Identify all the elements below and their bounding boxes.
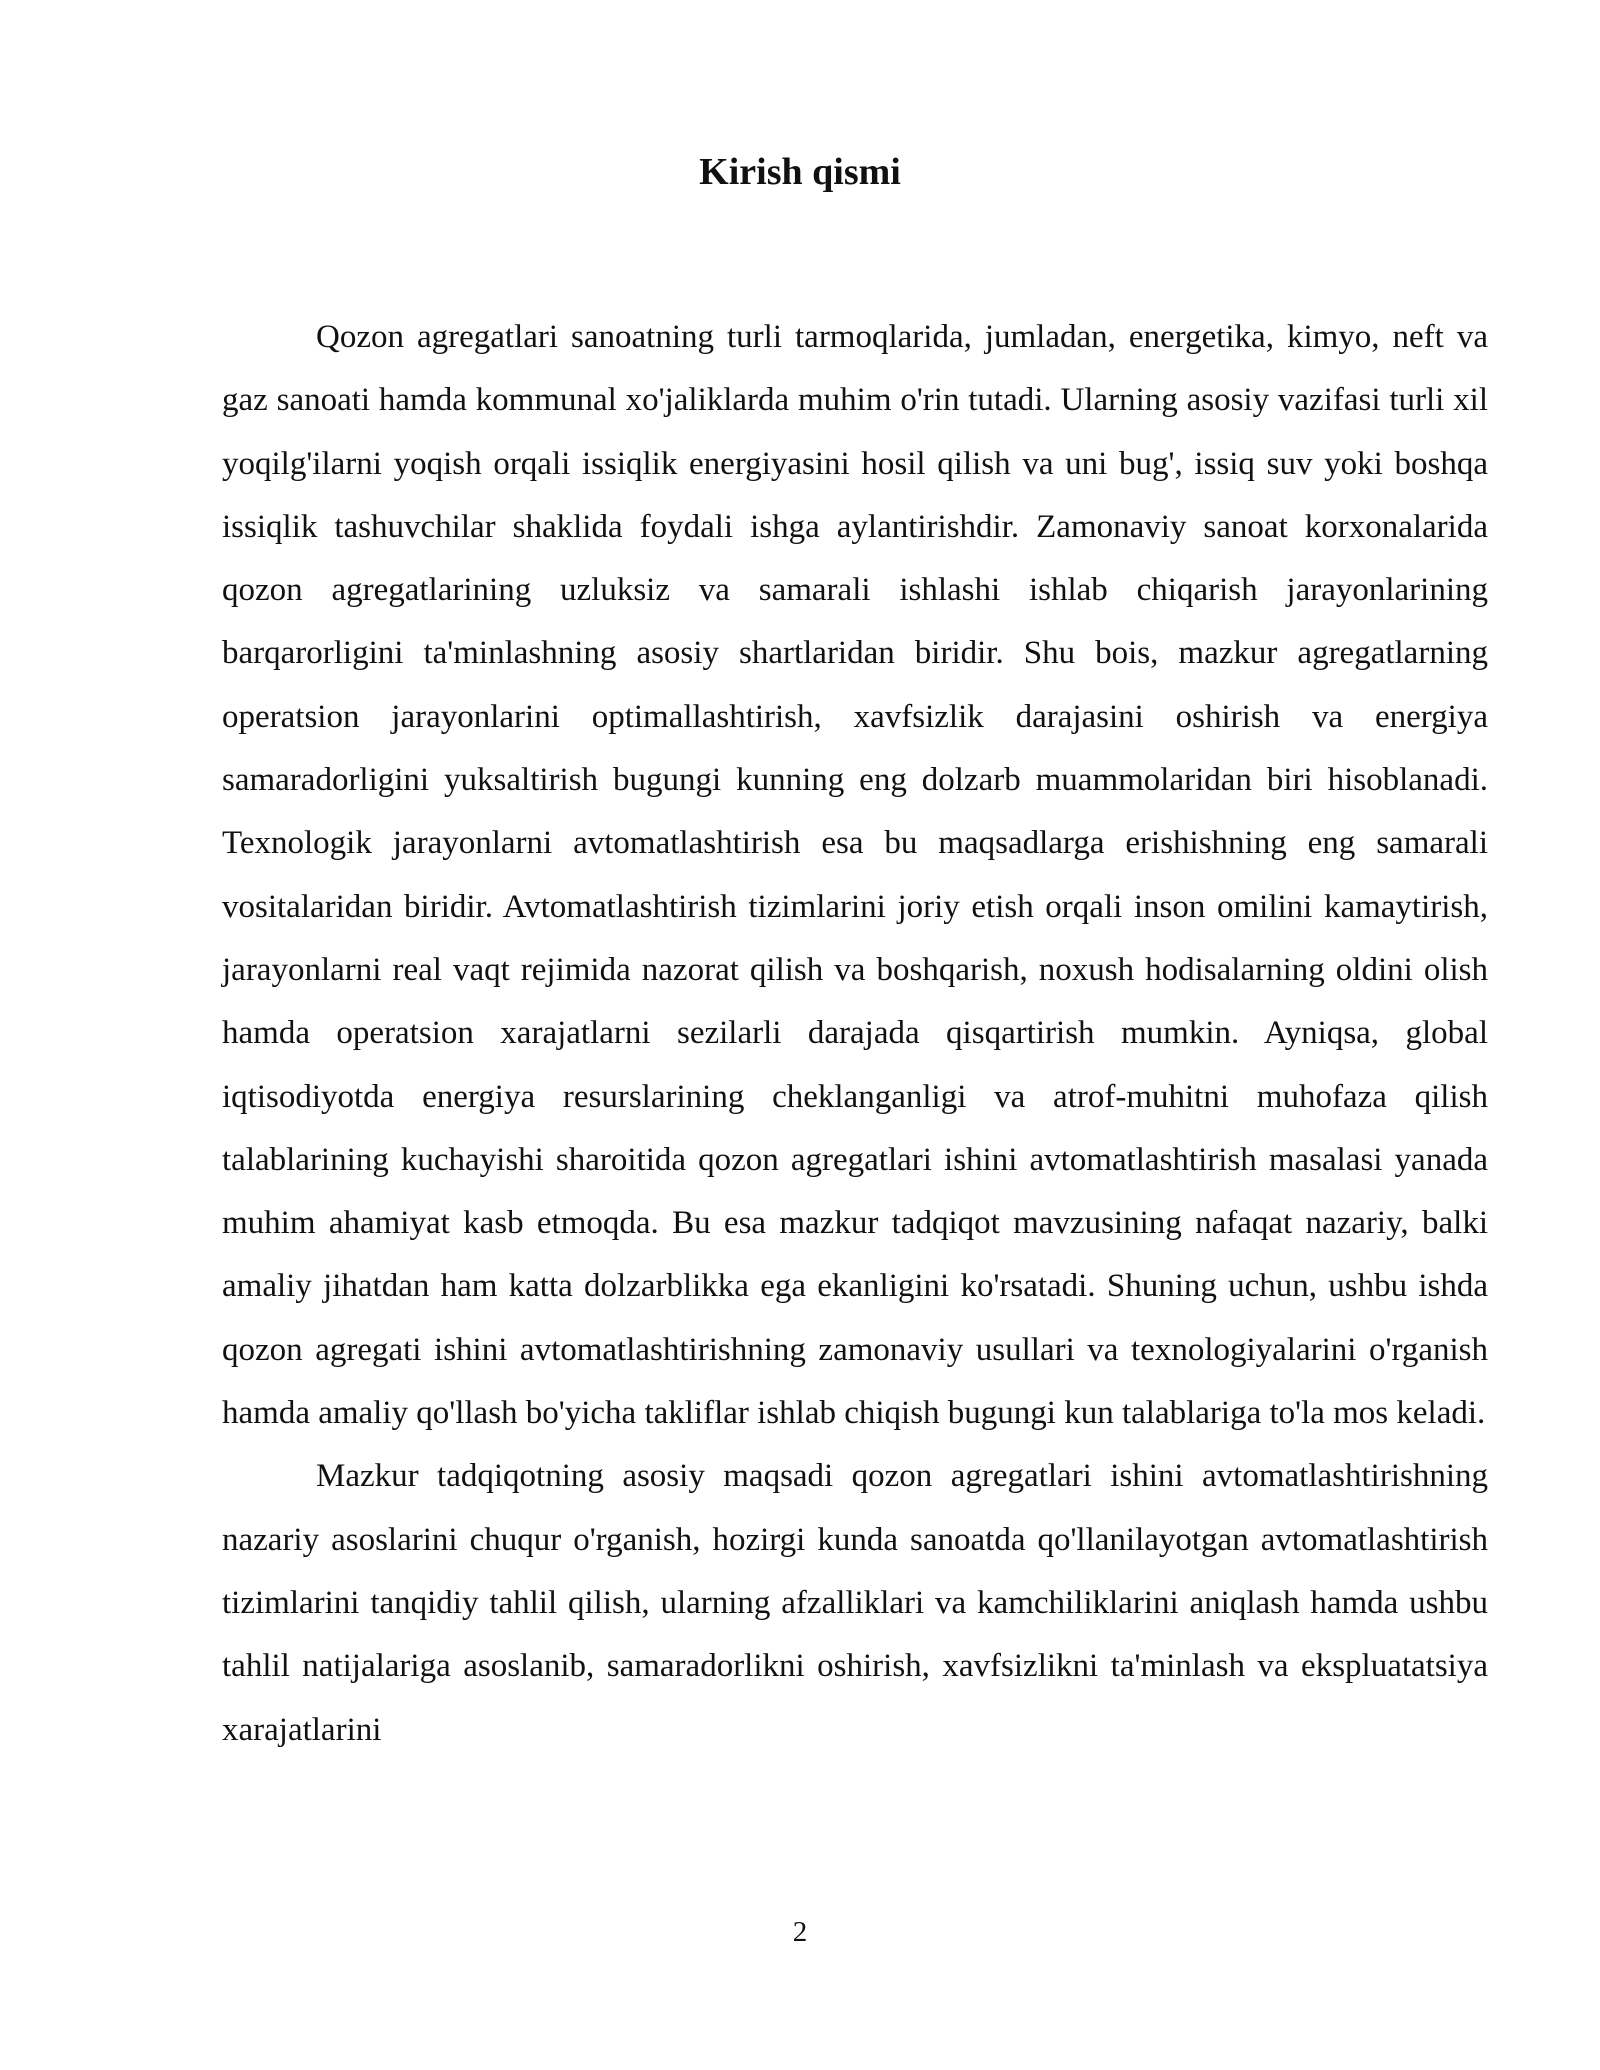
page-title: Kirish qismi xyxy=(699,151,901,193)
page-number: 2 xyxy=(792,1916,808,1948)
paragraph-1: Qozon agregatlari sanoatning turli tarmoqlarida, jumladan, energetika, kimyo, neft va gaz sanoati hamda kommunal xo'jaliklarda muhim o'rin tutadi. Ularning asosiy vazifasi turli xil yoqilg'ilarni yoqish orqali issiqlik energiyasini hosil qilish va uni bug', issiq suv yoki boshqa issiqlik tashuvchilar shaklida foydali ishga aylantirishdir. Zamonaviy sanoat korxonalarida qozon agregatlarining uzluksiz va samarali ishlashi ishlab chiqarish jarayonlarining barqarorligini ta'minlashning asosiy shartlaridan biridir. Shu bois, mazkur agregatlarning operatsion jarayonlarini optimallashtirish, xavfsizlik darajasini oshirish va energiya samaradorligini yuksaltirish bugungi kunning eng dolzarb muammolaridan biri hisoblanadi. Texnologik jarayonlarni avtomatlashtirish esa bu maqsadlarga erishishning eng samarali vositalaridan biridir. Avtomatlashtirish tizimlarini joriy etish orqali inson omilini kamaytirish, jarayonlarni real vaqt rejimida nazorat qilish va boshqarish, noxush hodisalarning oldini olish hamda operatsion xarajatlarni sezilarli darajada qisqartirish mumkin. Ayniqsa, global iqtisodiyotda energiya resurslarining cheklanganligi va atrof-muhitni muhofaza qilish talablarining kuchayishi sharoitida qozon agregatlari ishini avtomatlashtirish masalasi yanada muhim ahamiyat kasb etmoqda. Bu esa mazkur tadqiqot mavzusining nafaqat nazariy, balki amaliy jihatdan ham katta dolzarblikka ega ekanligini ko'rsatadi. Shuning uchun, ushbu ishda qozon agregati ishini avtomatlashtirishning zamonaviy usullari va texnologiyalarini o'rganish hamda amaliy qo'llash bo'yicha takliflar ishlab chiqish bugungi kun talablariga to'la mos keladi. xyxy=(222,319,1488,1432)
paragraph-2: Mazkur tadqiqotning asosiy maqsadi qozon agregatlari ishini avtomatlashtirishning nazariy asoslarini chuqur o'rganish, hozirgi kunda sanoatda qo'llanilayotgan avtomatlashtirish tizimlarini tanqidiy tahlil qilish, ularning afzalliklari va kamchiliklarini aniqlash hamda ushbu tahlil natijalariga asoslanib, samaradorlikni oshirish, xavfsizlikni ta'minlash va ekspluatatsiya xarajatlarini xyxy=(222,1458,1488,1748)
body-text xyxy=(222,306,1488,1762)
